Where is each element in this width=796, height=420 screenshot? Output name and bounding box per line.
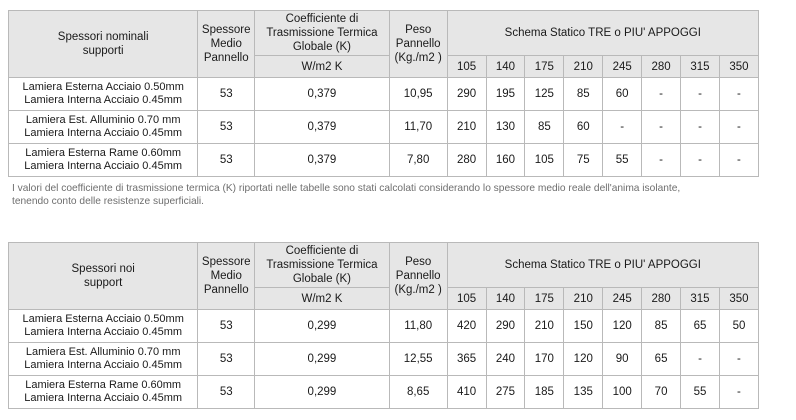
- spec-table-2: [8, 242, 759, 409]
- material-cell: Lamiera Esterna Rame 0.60mm Lamiera Interna Acciaio 0.45mm: [9, 376, 198, 409]
- span-value-cell: 210: [525, 310, 564, 343]
- material-cell: Lamiera Esterna Acciaio 0.50mm Lamiera Interna Acciaio 0.45mm: [9, 310, 198, 343]
- span-value-cell: -: [642, 78, 681, 111]
- header-spessore-medio: Spessore Medio Pannello: [198, 11, 255, 78]
- span-value-cell: -: [642, 144, 681, 177]
- span-value-cell: 85: [564, 78, 603, 111]
- table-row: [9, 343, 759, 376]
- span-value-cell: 125: [525, 78, 564, 111]
- span-value-cell: 85: [525, 111, 564, 144]
- span-value-cell: -: [719, 343, 758, 376]
- span-value-cell: 85: [642, 310, 681, 343]
- span-header: 280: [642, 288, 681, 310]
- span-value-cell: 90: [603, 343, 642, 376]
- span-value-cell: 290: [447, 78, 486, 111]
- span-value-cell: 410: [447, 376, 486, 409]
- span-header: 210: [564, 288, 603, 310]
- span-header: 105: [447, 288, 486, 310]
- k-value-cell: 0,379: [255, 111, 390, 144]
- span-header: 315: [681, 288, 720, 310]
- spessore-cell: 53: [198, 376, 255, 409]
- span-value-cell: 55: [603, 144, 642, 177]
- span-header: 210: [564, 56, 603, 78]
- span-header: 175: [525, 288, 564, 310]
- peso-cell: 10,95: [389, 78, 447, 111]
- span-header: 280: [642, 56, 681, 78]
- span-header: 175: [525, 56, 564, 78]
- material-cell: Lamiera Esterna Acciaio 0.50mm Lamiera Interna Acciaio 0.45mm: [9, 78, 198, 111]
- spessore-cell: 53: [198, 343, 255, 376]
- span-header: 315: [681, 56, 720, 78]
- k-value-cell: 0,379: [255, 144, 390, 177]
- header-spessore-medio: Spessore Medio Pannello: [198, 243, 255, 310]
- span-value-cell: 150: [564, 310, 603, 343]
- span-value-cell: 170: [525, 343, 564, 376]
- span-value-cell: 70: [642, 376, 681, 409]
- k-value-cell: 0,379: [255, 78, 390, 111]
- span-value-cell: 210: [447, 111, 486, 144]
- span-value-cell: -: [603, 111, 642, 144]
- span-value-cell: -: [719, 111, 758, 144]
- spessore-cell: 53: [198, 310, 255, 343]
- span-value-cell: 290: [486, 310, 525, 343]
- span-value-cell: 120: [603, 310, 642, 343]
- header-unit-k: W/m2 K: [255, 288, 390, 310]
- k-value-cell: 0,299: [255, 310, 390, 343]
- header-row: [9, 243, 759, 288]
- span-value-cell: 135: [564, 376, 603, 409]
- table-row: [9, 78, 759, 111]
- material-cell: Lamiera Esterna Rame 0.60mm Lamiera Interna Acciaio 0.45mm: [9, 144, 198, 177]
- span-header: 105: [447, 56, 486, 78]
- span-value-cell: 50: [719, 310, 758, 343]
- spec-table-1: [8, 10, 759, 177]
- span-value-cell: -: [681, 144, 720, 177]
- table-row: [9, 144, 759, 177]
- span-value-cell: 365: [447, 343, 486, 376]
- peso-cell: 12,55: [389, 343, 447, 376]
- span-value-cell: 120: [564, 343, 603, 376]
- span-value-cell: 275: [486, 376, 525, 409]
- span-value-cell: 65: [642, 343, 681, 376]
- span-header: 245: [603, 288, 642, 310]
- span-value-cell: 55: [681, 376, 720, 409]
- span-header: 350: [719, 288, 758, 310]
- span-value-cell: -: [719, 78, 758, 111]
- span-value-cell: -: [681, 343, 720, 376]
- header-peso: Peso Pannello (Kg./m2 ): [389, 243, 447, 310]
- span-value-cell: -: [642, 111, 681, 144]
- span-value-cell: 60: [564, 111, 603, 144]
- header-coefficiente: Coefficiente di Trasmissione Termica Globale (K): [255, 11, 390, 56]
- header-unit-k: W/m2 K: [255, 56, 390, 78]
- spessore-cell: 53: [198, 78, 255, 111]
- material-cell: Lamiera Est. Alluminio 0.70 mm Lamiera Interna Acciaio 0.45mm: [9, 111, 198, 144]
- table-row: [9, 376, 759, 409]
- table-row: [9, 111, 759, 144]
- span-header: 350: [719, 56, 758, 78]
- span-value-cell: 100: [603, 376, 642, 409]
- span-header: 140: [486, 56, 525, 78]
- span-value-cell: 105: [525, 144, 564, 177]
- span-header: 140: [486, 288, 525, 310]
- spessore-cell: 53: [198, 144, 255, 177]
- span-value-cell: 280: [447, 144, 486, 177]
- peso-cell: 8,65: [389, 376, 447, 409]
- span-value-cell: 195: [486, 78, 525, 111]
- header-coefficiente: Coefficiente di Trasmissione Termica Globale (K): [255, 243, 390, 288]
- span-value-cell: 240: [486, 343, 525, 376]
- span-value-cell: 160: [486, 144, 525, 177]
- footnote: I valori del coefficiente di trasmissione termica (K) riportati nelle tabelle sono stati calcolati considerando lo spessore medio reale dell'anima isolante, tenendo conto delle resistenze superficiali.: [12, 183, 681, 207]
- k-value-cell: 0,299: [255, 343, 390, 376]
- span-header: 245: [603, 56, 642, 78]
- span-value-cell: -: [719, 376, 758, 409]
- span-value-cell: -: [719, 144, 758, 177]
- peso-cell: 7,80: [389, 144, 447, 177]
- k-value-cell: 0,299: [255, 376, 390, 409]
- peso-cell: 11,80: [389, 310, 447, 343]
- span-value-cell: 185: [525, 376, 564, 409]
- span-value-cell: 60: [603, 78, 642, 111]
- material-cell: Lamiera Est. Alluminio 0.70 mm Lamiera Interna Acciaio 0.45mm: [9, 343, 198, 376]
- spessore-cell: 53: [198, 111, 255, 144]
- peso-cell: 11,70: [389, 111, 447, 144]
- header-row: [9, 11, 759, 56]
- header-spessori: Spessori noi support: [9, 243, 198, 310]
- span-value-cell: -: [681, 111, 720, 144]
- header-schema: Schema Statico TRE o PIU' APPOGGI: [447, 243, 758, 288]
- header-spessori: Spessori nominali supporti: [9, 11, 198, 78]
- header-schema: Schema Statico TRE o PIU' APPOGGI: [447, 11, 758, 56]
- span-value-cell: 420: [447, 310, 486, 343]
- span-value-cell: 130: [486, 111, 525, 144]
- span-value-cell: 65: [681, 310, 720, 343]
- span-value-cell: 75: [564, 144, 603, 177]
- span-value-cell: -: [681, 78, 720, 111]
- header-peso: Peso Pannello (Kg./m2 ): [389, 11, 447, 78]
- table-row: [9, 310, 759, 343]
